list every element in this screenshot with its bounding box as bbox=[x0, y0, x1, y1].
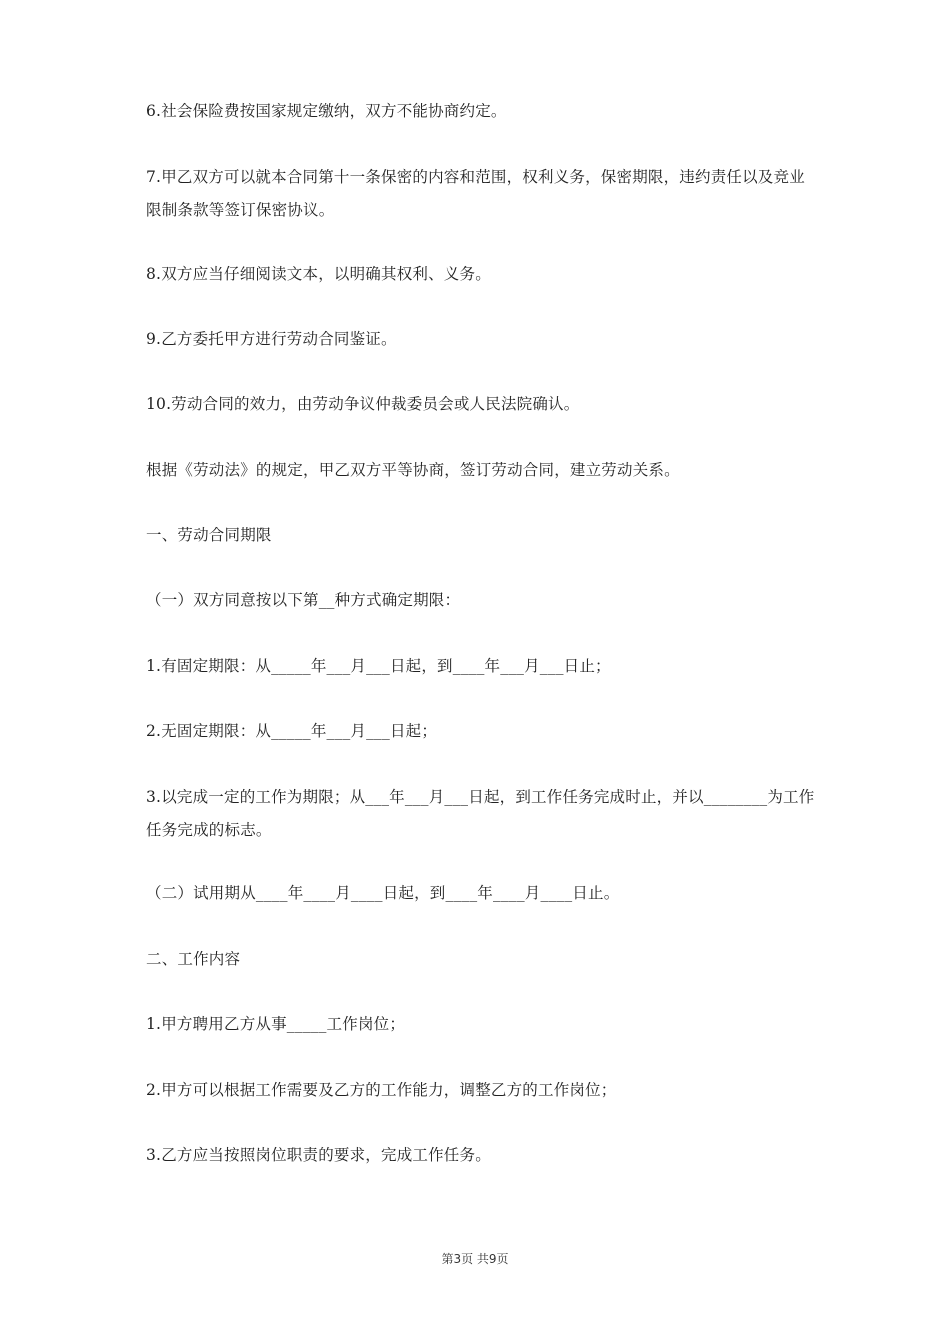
paragraph-clause-9: 9.乙方委托甲方进行劳动合同鉴证。 bbox=[146, 330, 397, 348]
paragraph-clause-7: 7.甲乙双方可以就本合同第十一条保密的内容和范围，权利义务，保密期限，违约责任以及竞业限制条款等签订保密协议。 bbox=[146, 168, 805, 219]
paragraph-clause-8: 8.双方应当仔细阅读文本，以明确其权利、义务。 bbox=[146, 265, 491, 283]
paragraph-task-term: 3.以完成一定的工作为期限；从___年___月___日起，到工作任务完成时止，并以________为工作任务完成的标志。 bbox=[146, 788, 815, 839]
paragraph-work-2: 2.甲方可以根据工作需要及乙方的工作能力，调整乙方的工作岗位； bbox=[146, 1081, 617, 1099]
paragraph-preamble: 根据《劳动法》的规定，甲乙双方平等协商，签订劳动合同，建立劳动关系。 bbox=[146, 461, 680, 479]
paragraph-work-3: 3.乙方应当按照岗位职责的要求，完成工作任务。 bbox=[146, 1146, 491, 1164]
paragraph-clause-6: 6.社会保险费按国家规定缴纳，双方不能协商约定。 bbox=[146, 102, 507, 120]
paragraph-clause-10: 10.劳动合同的效力，由劳动争议仲裁委员会或人民法院确认。 bbox=[146, 395, 580, 413]
paragraph-work-1: 1.甲方聘用乙方从事_____工作岗位； bbox=[146, 1015, 406, 1033]
paragraph-fixed-term: 1.有固定期限：从_____年___月___日起，到____年___月___日止； bbox=[146, 657, 611, 675]
paragraph-term-method: （一）双方同意按以下第__种方式确定期限： bbox=[146, 591, 461, 609]
paragraph-open-term: 2.无固定期限：从_____年___月___日起； bbox=[146, 722, 438, 740]
page-number: 第3页 共9页 bbox=[441, 1252, 509, 1266]
section-heading-term: 一、劳动合同期限 bbox=[146, 526, 272, 544]
section-heading-work: 二、工作内容 bbox=[146, 950, 241, 968]
paragraph-probation: （二）试用期从____年____月____日起，到____年____月____日止。 bbox=[146, 884, 620, 902]
